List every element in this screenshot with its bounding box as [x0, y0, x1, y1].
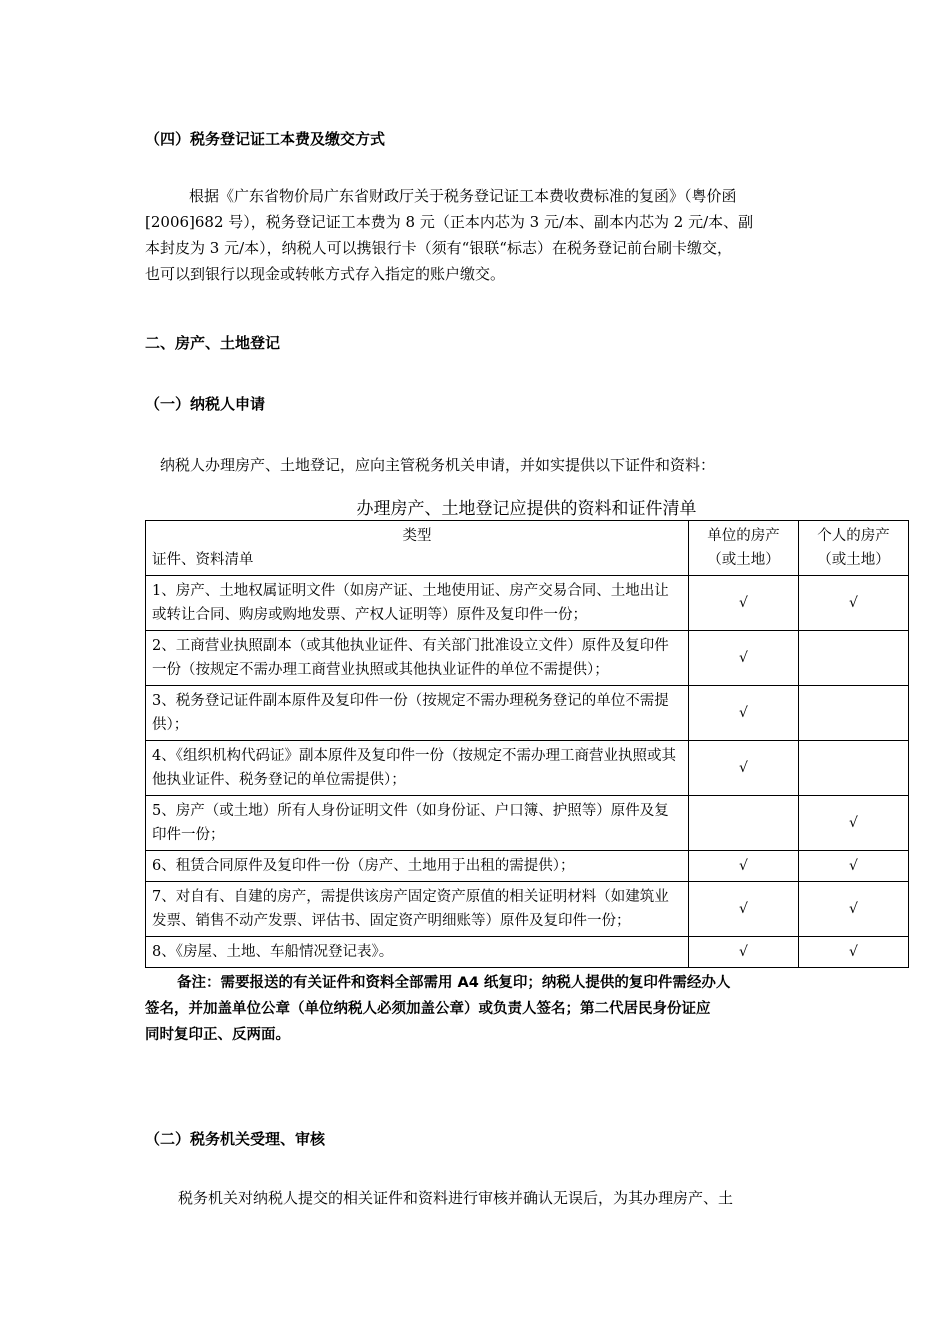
row-person-check: √: [799, 937, 909, 968]
row-person-check: √: [799, 796, 909, 851]
table-row: [146, 882, 909, 937]
row-unit-check: √: [689, 937, 799, 968]
note-line: 签名，并加盖单位公章（单位纳税人必须加盖公章）或负责人签名；第二代居民身份证应: [145, 1001, 711, 1017]
row-text-cell: 6、租赁合同原件及复印件一份（房产、土地用于出租的需提供）；: [146, 851, 689, 882]
note-line: 同时复印正、反两面。: [145, 1027, 290, 1043]
row-person-check: [799, 631, 909, 686]
row-unit-check: √: [689, 576, 799, 631]
row-person-check: [799, 686, 909, 741]
documents-table: [145, 520, 909, 968]
section4-paragraph: [145, 183, 825, 287]
paragraph-line: [2006]682 号），税务登记证工本费为 8 元（正本内芯为 3 元/本、副本内芯为 2 元/本、副: [145, 213, 754, 231]
sub1-heading: （一）纳税人申请: [145, 395, 266, 413]
note-block: [145, 970, 825, 1048]
table-row: [146, 937, 909, 968]
header-unit-line1: 单位的房产: [707, 528, 780, 544]
row-unit-check: [689, 796, 799, 851]
row-text-cell: 3、税务登记证件副本原件及复印件一份（按规定不需办理税务登记的单位不需提供）；: [146, 686, 689, 741]
row-text-cell: 5、房产（或土地）所有人身份证明文件（如身份证、户口簿、护照等）原件及复印件一份；: [146, 796, 689, 851]
table-row: [146, 741, 909, 796]
row-text-cell: 7、对自有、自建的房产，需提供该房产固定资产原值的相关证明材料（如建筑业发票、销售不动产发票、评估书、固定资产明细账等）原件及复印件一份；: [146, 882, 689, 937]
row-text-cell: 2、工商营业执照副本（或其他执业证件、有关部门批准设立文件）原件及复印件一份（按规定不需办理工商营业执照或其他执业证件的单位不需提供）；: [146, 631, 689, 686]
row-unit-check: √: [689, 631, 799, 686]
header-list-label: 证件、资料清单: [152, 552, 254, 568]
table-row: [146, 576, 909, 631]
note-line: 备注：需要报送的有关证件和资料全部需用 A4 纸复印；纳税人提供的复印件需经办人: [177, 975, 731, 991]
paragraph-line: 本封皮为 3 元/本），纳税人可以携银行卡（须有“银联“标志）在税务登记前台刷卡缴交，: [145, 239, 732, 257]
header-unit-line2: （或土地）: [707, 552, 780, 568]
table-row: [146, 631, 909, 686]
row-unit-check: √: [689, 851, 799, 882]
table-header-row: [146, 521, 909, 576]
paragraph-line: 也可以到银行以现金或转帐方式存入指定的账户缴交。: [145, 265, 506, 283]
header-person-cell: [799, 521, 909, 576]
section4-heading: （四）税务登记证工本费及缴交方式: [145, 130, 386, 148]
header-unit-cell: [689, 521, 799, 576]
row-unit-check: √: [689, 686, 799, 741]
sub1-intro: 纳税人办理房产、土地登记，应向主管税务机关申请，并如实提供以下证件和资料：: [160, 456, 716, 474]
row-text-cell: 1、房产、土地权属证明文件（如房产证、土地使用证、房产交易合同、土地出让或转让合同、购房或购地发票、产权人证明等）原件及复印件一份；: [146, 576, 689, 631]
section-two-heading: 二、房产、土地登记: [145, 334, 281, 352]
row-unit-check: √: [689, 882, 799, 937]
sub2-text: 税务机关对纳税人提交的相关证件和资料进行审核并确认无误后，为其办理房产、土: [178, 1189, 734, 1207]
sub2-heading: （二）税务机关受理、审核: [145, 1130, 326, 1148]
paragraph-line: 根据《广东省物价局广东省财政厅关于税务登记证工本费收费标准的复函》（粤价函: [189, 187, 737, 205]
table-row: [146, 686, 909, 741]
table-row: [146, 796, 909, 851]
row-person-check: √: [799, 851, 909, 882]
header-type-cell: [146, 521, 689, 576]
row-person-check: √: [799, 576, 909, 631]
header-person-line1: 个人的房产: [817, 528, 890, 544]
row-person-check: √: [799, 882, 909, 937]
row-text-cell: 8、《房屋、土地、车船情况登记表》。: [146, 937, 689, 968]
row-person-check: [799, 741, 909, 796]
table-title: 办理房产、土地登记应提供的资料和证件清单: [356, 499, 697, 519]
header-person-line2: （或土地）: [817, 552, 890, 568]
header-type-label: 类型: [402, 528, 432, 544]
row-text-cell: 4、《组织机构代码证》副本原件及复印件一份（按规定不需办理工商营业执照或其他执业证件、税务登记的单位需提供）；: [146, 741, 689, 796]
table-row: [146, 851, 909, 882]
row-unit-check: √: [689, 741, 799, 796]
